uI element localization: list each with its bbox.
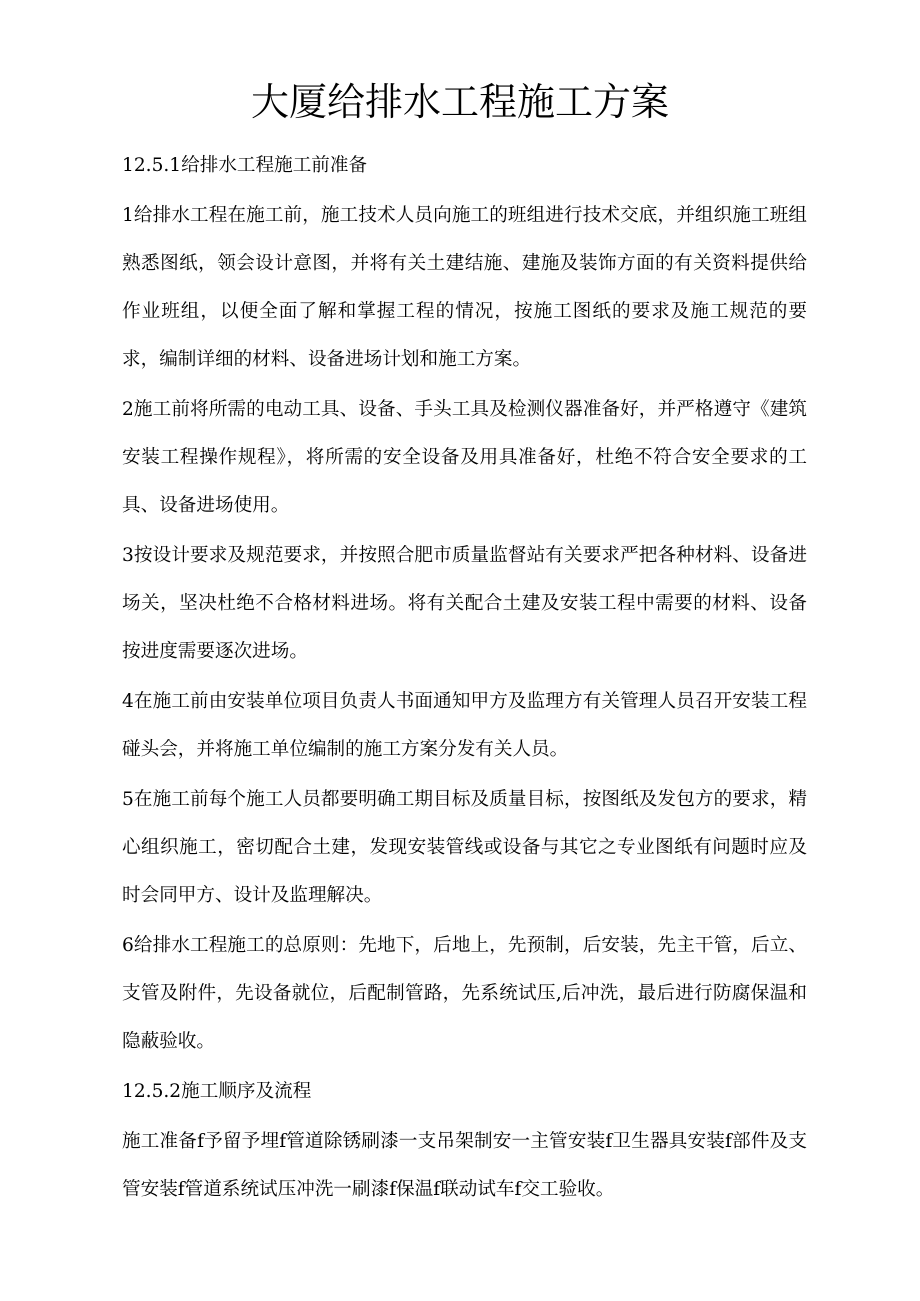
paragraph-4: 4在施工前由安装单位项目负责人书面通知甲方及监理方有关管理人员召开安装工程碰头会，并将施工单位编制的施工方案分发有关人员。 — [122, 691, 807, 760]
paragraph-5: 5在施工前每个施工人员都要明确工期目标及质量目标，按图纸及发包方的要求，精心组织施工，密切配合土建，发现安装管线或设备与其它之专业图纸有问题时应及时会同甲方、设计及监理解决。 — [122, 789, 807, 906]
flow-paragraph: 施工准备f予留予埋f管道除锈刷漆一支吊架制安一主管安装f卫生器具安装f部件及支管安装f管道系统试压冲洗一刷漆f保温f联动试车f交工验收。 — [122, 1131, 807, 1200]
paragraph-2: 2施工前将所需的电动工具、设备、手头工具及检测仪器准备好，并严格遵守《建筑安装工程操作规程》，将所需的安全设备及用具准备好，杜绝不符合安全要求的工具、设备进场使用。 — [122, 399, 807, 516]
section-heading-12-5-2: 12.5.2施工顺序及流程 — [122, 1081, 312, 1102]
document-title: 大厦给排水工程施工方案 — [250, 80, 669, 124]
document-body — [122, 142, 807, 1214]
paragraph-1: 1给排水工程在施工前，施工技术人员向施工的班组进行技术交底，并组织施工班组熟悉图纸，领会设计意图，并将有关土建结施、建施及装饰方面的有关资料提供给作业班组，以便全面了解和掌握工程的情况，按施工图纸的要求及施工规范的要求，编制详细的材料、设备进场计划和施工方案。 — [122, 205, 807, 370]
paragraph-3: 3按设计要求及规范要求，并按照合肥市质量监督站有关要求严把各种材料、设备进场关，坚决杜绝不合格材料进场。将有关配合土建及安装工程中需要的材料、设备按进度需要逐次进场。 — [122, 545, 807, 662]
section-heading-12-5-1: 12.5.1给排水工程施工前准备 — [122, 155, 368, 176]
paragraph-6: 6给排水工程施工的总原则：先地下，后地上，先预制，后安装，先主干管，后立、支管及附件，先设备就位，后配制管路，先系统试压,后冲洗，最后进行防腐保温和隐蔽验收。 — [122, 935, 807, 1052]
